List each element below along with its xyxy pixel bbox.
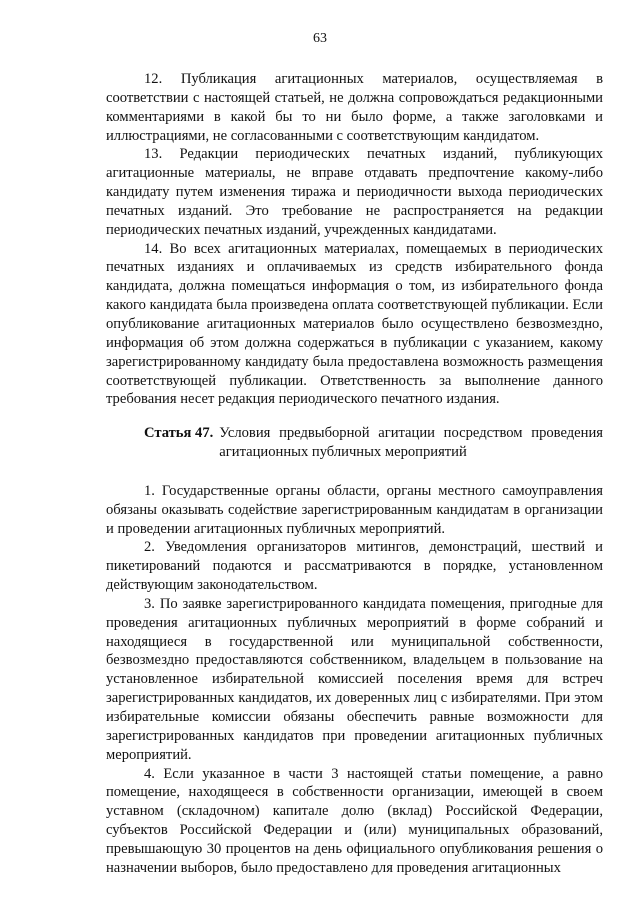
paragraph-3: 3. По заявке зарегистрированного кандидата помещения, пригодные для проведения агитационных публичных мероприятий в форме собраний и находящиеся в государственной или муниципальной собственности, безвозмездно предоставляются собственником, владельцем в пользование на установленное избирательной комиссией поселения время для встреч зарегистрированных кандидатов, их доверенных лиц с избирателями. При этом избирательные комиссии обязаны обеспечить равные возможности для зарегистрированных кандидатов при проведении агитационных публичных мероприятий. bbox=[106, 595, 603, 763]
paragraph-1: 1. Государственные органы области, органы местного самоуправления обязаны оказывать содействие зарегистрированным кандидатам в организации и проведении агитационных публичных мероприятий. bbox=[106, 482, 603, 537]
article-heading bbox=[106, 424, 603, 462]
article-title: Условия предвыборной агитации посредством проведения агитационных публичных мероприятий bbox=[219, 425, 603, 461]
paragraph-4: 4. Если указанное в части 3 настоящей статьи помещение, а равно помещение, находящееся в собственности организации, имеющей в своем уставном (складочном) капитале долю (вклад) Российской Федерации, субъектов Российской Федерации и (или) муниципальных образований, превышающую 30 процентов на день официального опубликования решения о назначении выборов, было предоставлено для проведения агитационных bbox=[106, 765, 603, 876]
page-content bbox=[106, 70, 603, 878]
paragraph-2: 2. Уведомления организаторов митингов, демонстраций, шествий и пикетирований подаются и рассматриваются в порядке, установленном действующим законодательством. bbox=[106, 539, 603, 594]
page-number: 63 bbox=[313, 31, 327, 46]
paragraph-13: 13. Редакции периодических печатных изданий, публикующих агитационные материалы, не вправе отдавать предпочтение какому-либо кандидату путем изменения тиража и периодичности выхода периодических печатных изданий. Это требование не распространяется на редакции периодических печатных изданий, учрежденных кандидатами. bbox=[106, 146, 603, 238]
paragraph-12: 12. Публикация агитационных материалов, осуществляемая в соответствии с настоящей статьей, не должна сопровождаться редакционными комментариями в какой бы то ни было форме, а также заголовками и иллюстрациями, не согласованными с соответствующим кандидатом. bbox=[106, 71, 603, 144]
article-label: Статья 47. bbox=[144, 425, 214, 442]
paragraph-14: 14. Во всех агитационных материалах, помещаемых в периодических печатных изданиях и оплачиваемых из средств избирательного фонда кандидата, должна помещаться информация о том, из избирательного фонда какого кандидата была произведена оплата соответствующей публикации. Если опубликование агитационных материалов было осуществлено безвозмездно, информация об этом должна содержаться в публикации с указанием, какому зарегистрированному кандидату была предоставлена возможность размещения соответствующей публикации. Ответственность за выполнение данного требования несет редакция периодического печатного издания. bbox=[106, 240, 603, 408]
